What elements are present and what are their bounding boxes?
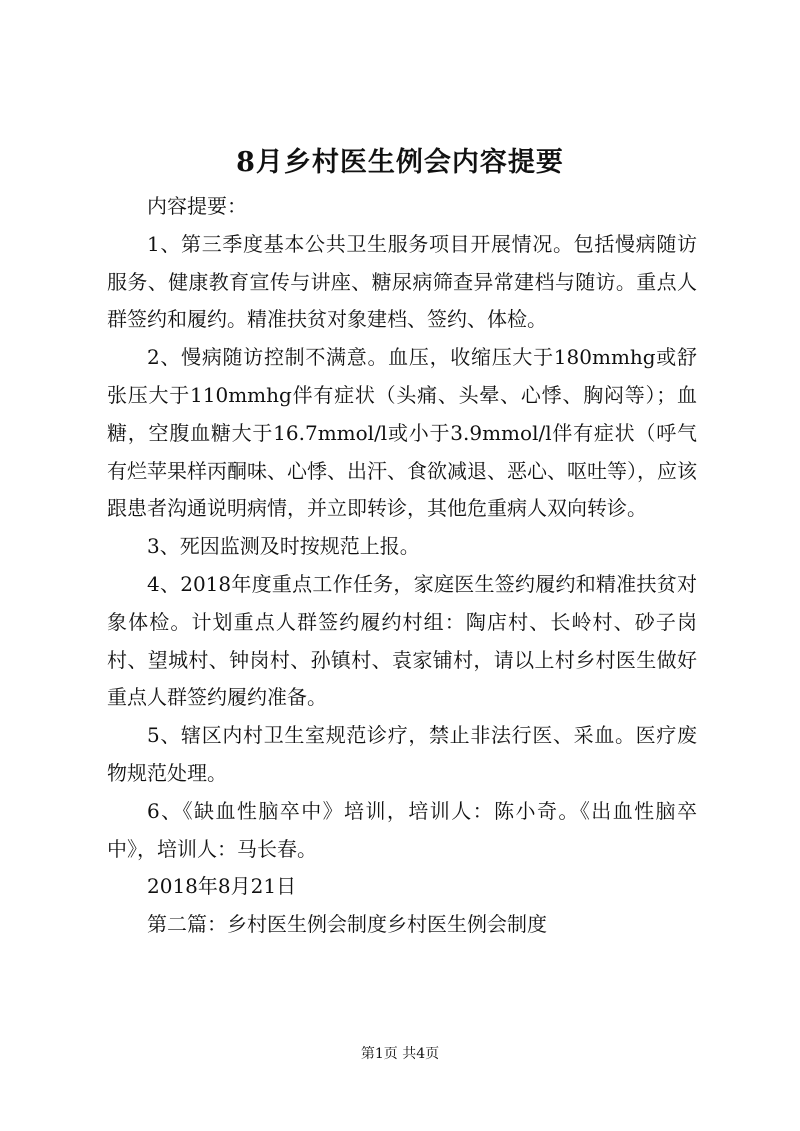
paragraph-item-2: 2、慢病随访控制不满意。血压，收缩压大于180mmhg或舒张压大于110mmhg伴有症状（头痛、头晕、心悸、胸闷等）；血糖，空腹血糖大于16.7mmol/l或小于3.9mmol/l伴有症状（呼气有烂苹果样丙酮味、心悸、出汗、食欲减退、恶心、呕吐等），应该跟患者沟通说明病情，并立即转诊，其他危重病人双向转诊。 bbox=[107, 345, 697, 521]
next-article-title: 第二篇：乡村医生例会制度乡村医生例会制度 bbox=[147, 912, 547, 937]
paragraph-item-6: 6、《缺血性脑卒中》培训，培训人：陈小奇。《出血性脑卒中》，培训人：马长春。 bbox=[107, 798, 697, 861]
document-body bbox=[107, 188, 697, 944]
document-date: 2018年8月21日 bbox=[147, 874, 297, 899]
paragraph-item-3: 3、死因监测及时按规范上报。 bbox=[147, 534, 420, 559]
paragraph-item-1: 1、第三季度基本公共卫生服务项目开展情况。包括慢病随访服务、健康教育宣传与讲座、糖尿病筛查异常建档与随访。重点人群签约和履约。精准扶贫对象建档、签约、体检。 bbox=[107, 231, 697, 332]
page-footer: 第1页 共4页 bbox=[360, 1046, 440, 1062]
document-title: 8月乡村医生例会内容提要 bbox=[236, 147, 564, 178]
content-summary-heading: 内容提要： bbox=[147, 194, 247, 218]
paragraph-item-4: 4、2018年度重点工作任务，家庭医生签约履约和精准扶贫对象体检。计划重点人群签约履约村组：陶店村、长岭村、砂子岗村、望城村、钟岗村、孙镇村、袁家铺村，请以上村乡村医生做好重点人群签约履约准备。 bbox=[107, 571, 697, 710]
paragraph-item-5: 5、辖区内村卫生室规范诊疗，禁止非法行医、采血。医疗废物规范处理。 bbox=[107, 723, 697, 785]
